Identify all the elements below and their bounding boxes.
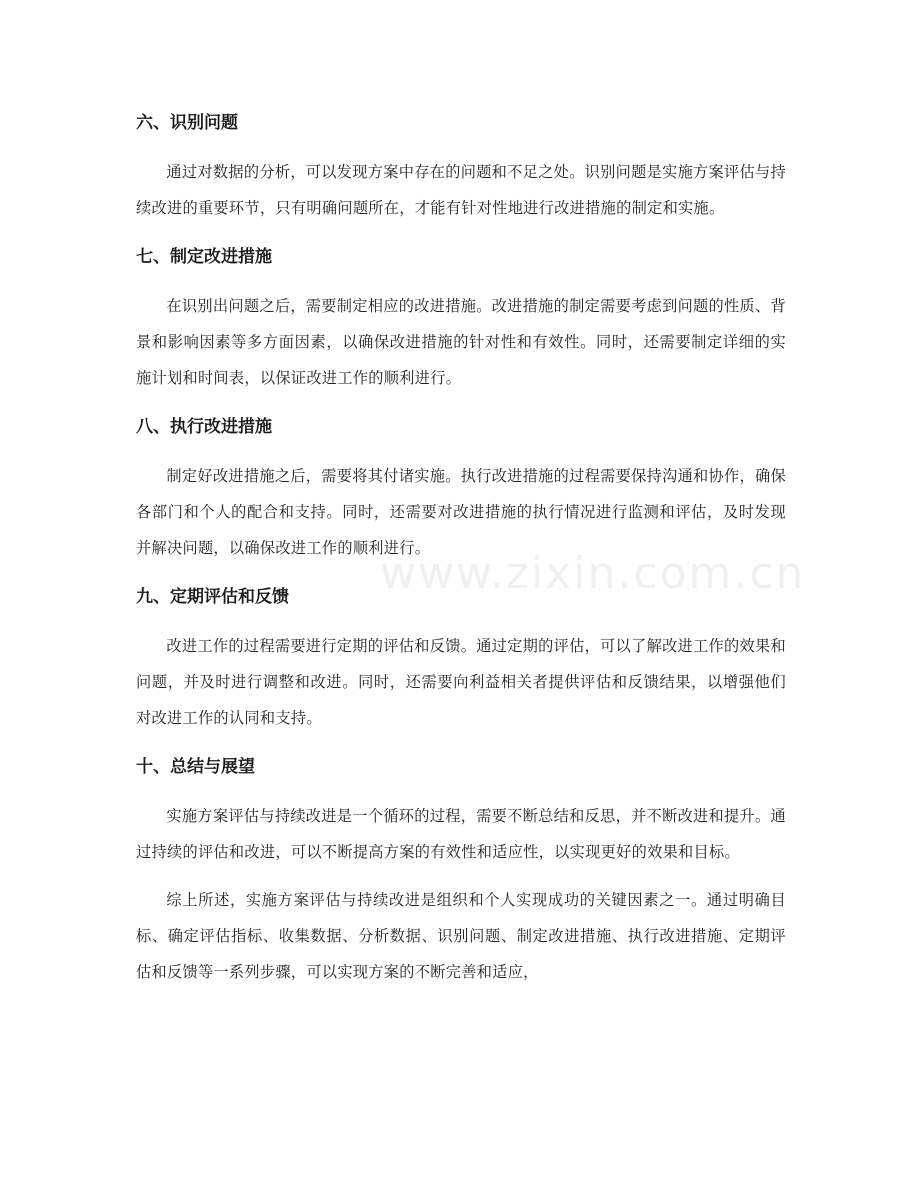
section-paragraph: 通过对数据的分析，可以发现方案中存在的问题和不足之处。识别问题是实施方案评估与持续改进的重要环节，只有明确问题所在，才能有针对性地进行改进措施的制定和实施。 xyxy=(136,163,786,217)
section-execute-measures xyxy=(136,408,786,566)
section-periodic-evaluation xyxy=(136,578,786,736)
section-paragraph: 制定好改进措施之后，需要将其付诸实施。执行改进措施的过程需要保持沟通和协作，确保各部门和个人的配合和支持。同时，还需要对改进措施的执行情况进行监测和评估，及时发现并解决问题，以确保改进工作的顺利进行。 xyxy=(136,467,786,557)
section-heading: 九、定期评估和反馈 xyxy=(136,587,289,607)
section-paragraph: 在识别出问题之后，需要制定相应的改进措施。改进措施的制定需要考虑到问题的性质、背景和影响因素等多方面因素，以确保改进措施的针对性和有效性。同时，还需要制定详细的实施计划和时间表，以保证改进工作的顺利进行。 xyxy=(136,297,786,387)
section-heading: 八、执行改进措施 xyxy=(136,417,272,437)
section-summary-outlook xyxy=(136,748,786,990)
document-body xyxy=(136,104,786,1002)
section-paragraph: 综上所述，实施方案评估与持续改进是组织和个人实现成功的关键因素之一。通过明确目标、确定评估指标、收集数据、分析数据、识别问题、制定改进措施、执行改进措施、定期评估和反馈等一系列步骤，可以实现方案的不断完善和适应， xyxy=(136,891,786,981)
section-identify-problems xyxy=(136,104,786,226)
watermark: www.zixin.com.cn xyxy=(380,548,806,599)
section-formulate-measures xyxy=(136,238,786,396)
section-heading: 六、识别问题 xyxy=(136,113,238,133)
section-heading: 七、制定改进措施 xyxy=(136,247,272,267)
section-paragraph: 实施方案评估与持续改进是一个循环的过程，需要不断总结和反思，并不断改进和提升。通过持续的评估和改进，可以不断提高方案的有效性和适应性，以实现更好的效果和目标。 xyxy=(136,807,786,861)
section-heading: 十、总结与展望 xyxy=(136,757,255,777)
section-paragraph: 改进工作的过程需要进行定期的评估和反馈。通过定期的评估，可以了解改进工作的效果和问题，并及时进行调整和改进。同时，还需要向利益相关者提供评估和反馈结果，以增强他们对改进工作的认同和支持。 xyxy=(136,637,786,727)
